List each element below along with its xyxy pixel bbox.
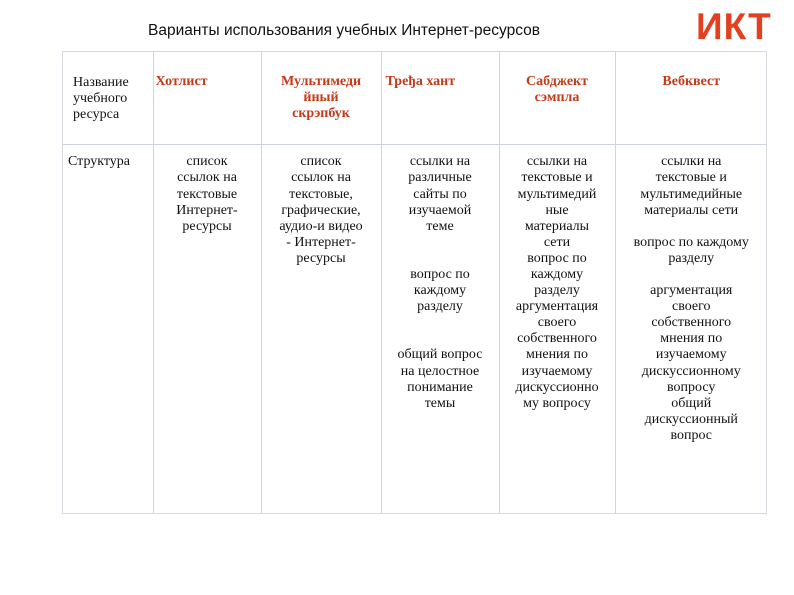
slide-title: Варианты использования учебных Интернет-ресурсов [148, 22, 540, 39]
col-header-scrapbook: Мультимеди йный скрэпбук [261, 52, 381, 145]
col-header-subject-sample: Сабджект сэмпла [499, 52, 615, 145]
cell-hotlist: список ссылок на текстовые Интернет- ресурсы [153, 145, 261, 514]
cell-subject-sample: ссылки на текстовые и мультимедий ные материалы сети вопрос по каждому разделу аргументация своего собственного мнения по изучаемому дискуссионно му вопросу [499, 145, 615, 514]
col-header-treasure-hunt: Тређа хант [381, 52, 499, 145]
col-header-hotlist: Хотлист [153, 52, 261, 145]
resources-table [63, 52, 767, 514]
table-row-structure [63, 145, 767, 514]
cell-webquest: ссылки на текстовые и мультимедийные материалы сети вопрос по каждому разделу аргументация своего собственного мнения по изучаемому дискуссионному вопросу общий дискуссионный вопрос [615, 145, 767, 514]
row-label-header: Название учебного ресурса [63, 52, 153, 145]
table-header-row [63, 52, 767, 145]
cell-scrapbook: список ссылок на текстовые, графические, аудио-и видео - Интернет- ресурсы [261, 145, 381, 514]
ikt-label: ИКТ [696, 6, 772, 47]
row-label-structure: Структура [68, 154, 131, 170]
col-header-webquest: Вебквест [615, 52, 767, 145]
cell-treasure-hunt: ссылки на различные сайты по изучаемой теме вопрос по каждому разделу общий вопрос на целостное понимание темы [381, 145, 499, 514]
